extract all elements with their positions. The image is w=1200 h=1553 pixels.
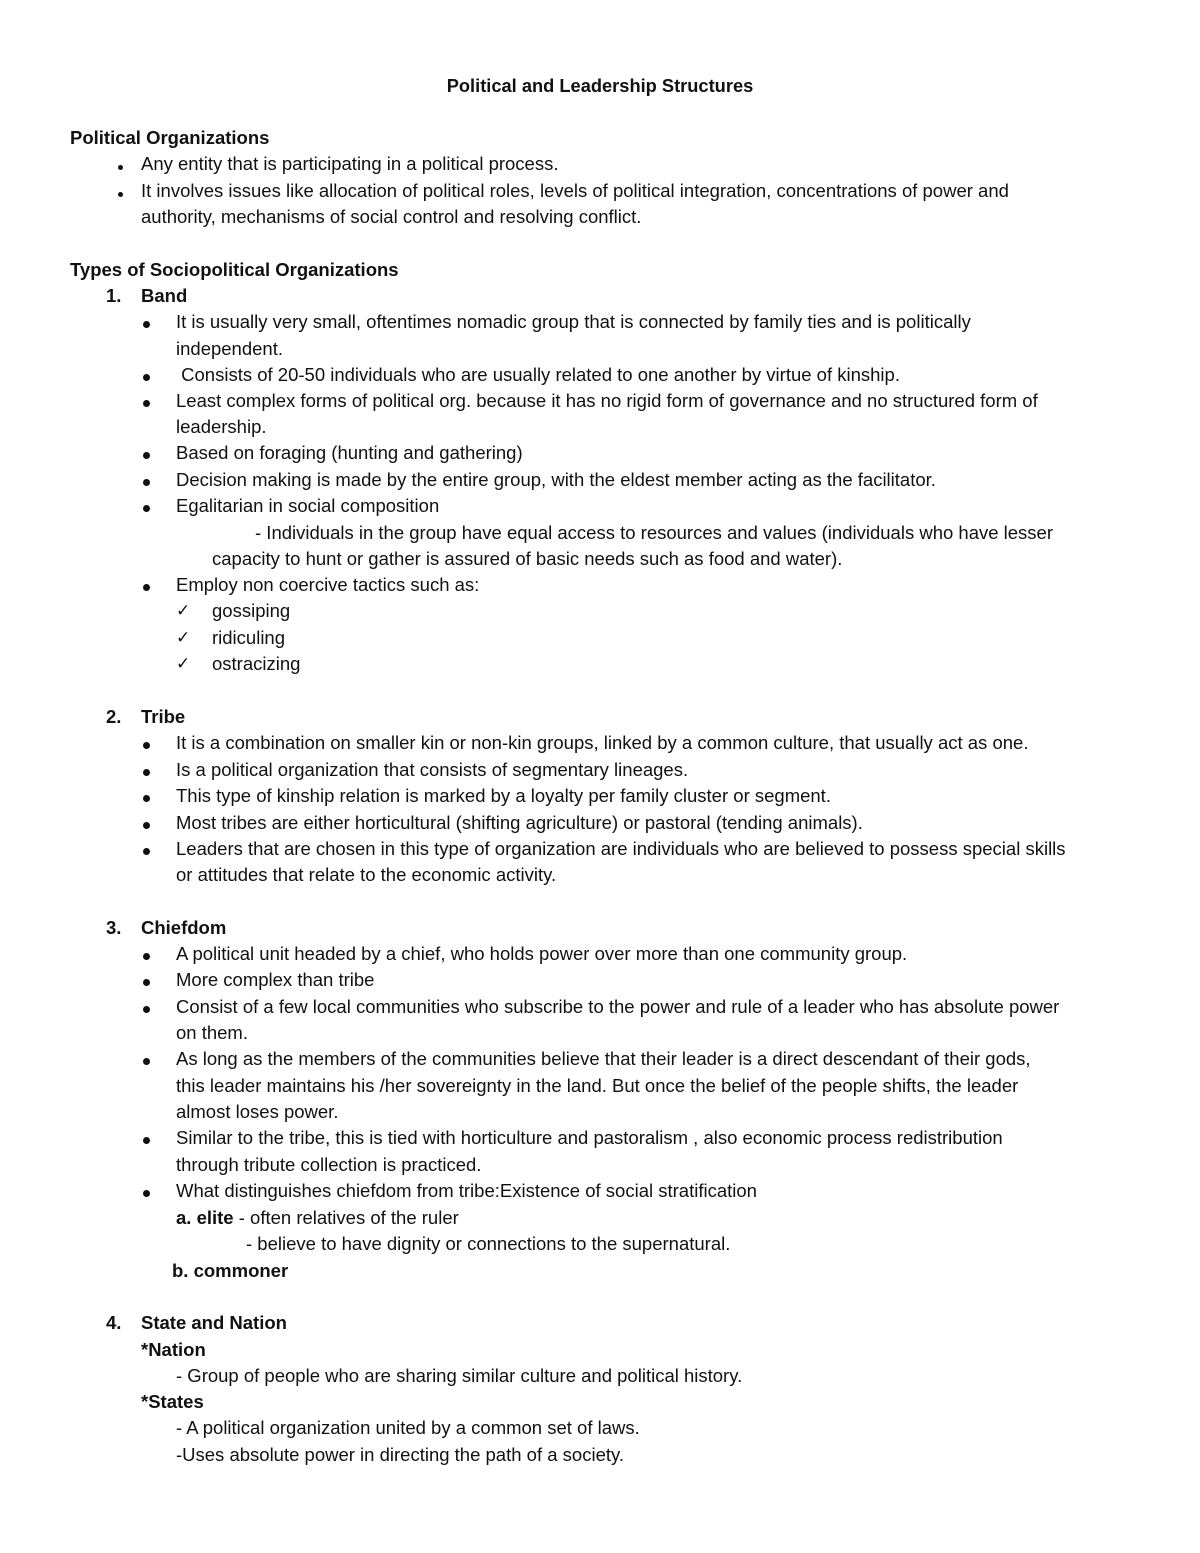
list-item: It involves issues like allocation of political roles, levels of political integration, concentrations of power and: [141, 180, 1009, 201]
subheading-chiefdom: Chiefdom: [141, 917, 227, 938]
bullet-icon: [143, 389, 150, 413]
bullet-icon: [118, 179, 123, 203]
list-item: Egalitarian in social composition: [176, 495, 440, 516]
bullet-icon: [143, 968, 150, 992]
list-number: 2.: [106, 706, 122, 727]
list-item-continuation: this leader maintains his /her sovereignty in the land. But once the belief of the people shifts, the leader: [176, 1075, 1019, 1096]
subheading-state-and-nation: State and Nation: [141, 1312, 287, 1333]
states-label: *States: [141, 1391, 204, 1412]
bullet-icon: [143, 1047, 150, 1071]
list-item-continuation: leadership.: [176, 416, 267, 437]
section-heading-political-organizations: Political Organizations: [70, 127, 270, 148]
list-item-continuation: or attitudes that relate to the economic activity.: [176, 864, 557, 885]
bullet-icon: [143, 811, 150, 835]
sub-item-elite: [176, 1206, 459, 1230]
list-item: It is a combination on smaller kin or non-kin groups, linked by a common culture, that usually act as one.: [176, 732, 1029, 753]
list-item: Consist of a few local communities who subscribe to the power and rule of a leader who has absolute power: [176, 996, 1060, 1017]
list-item: More complex than tribe: [176, 969, 375, 990]
bullet-icon: [143, 837, 150, 861]
bullet-icon: [143, 942, 150, 966]
list-item: Most tribes are either horticultural (shifting agriculture) or pastoral (tending animals).: [176, 812, 863, 833]
check-item: ridiculing: [212, 627, 286, 648]
list-item: It is usually very small, oftentimes nomadic group that is connected by family ties and is politically: [176, 311, 971, 332]
bullet-icon: [143, 1179, 150, 1203]
subheading-band: Band: [141, 285, 188, 306]
bullet-icon: [143, 441, 150, 465]
list-item: Any entity that is participating in a political process.: [141, 153, 559, 174]
list-item: Least complex forms of political org. because it has no rigid form of governance and no structured form of: [176, 390, 1038, 411]
list-item: As long as the members of the communities believe that their leader is a direct descendant of their gods,: [176, 1048, 1031, 1069]
list-item-continuation: almost loses power.: [176, 1101, 339, 1122]
list-item: A political unit headed by a chief, who holds power over more than one community group.: [176, 943, 908, 964]
states-definition: - A political organization united by a common set of laws.: [176, 1417, 640, 1438]
list-item: Employ non coercive tactics such as:: [176, 574, 480, 595]
bullet-icon: [143, 468, 150, 492]
sub-item-continuation: capacity to hunt or gather is assured of basic needs such as food and water).: [212, 548, 843, 569]
list-number: 1.: [106, 285, 122, 306]
list-item: What distinguishes chiefdom from tribe:Existence of social stratification: [176, 1180, 757, 1201]
elite-label: a. elite: [176, 1207, 234, 1228]
subheading-tribe: Tribe: [141, 706, 186, 727]
bullet-icon: [143, 1126, 150, 1150]
list-item-continuation: through tribute collection is practiced.: [176, 1154, 482, 1175]
list-item-continuation: independent.: [176, 338, 283, 359]
states-definition: -Uses absolute power in directing the path of a society.: [176, 1444, 625, 1465]
check-item: ostracizing: [212, 653, 301, 674]
bullet-icon: [143, 310, 150, 334]
elite-text: - often relatives of the ruler: [233, 1207, 459, 1228]
sub-item-elite-detail: - believe to have dignity or connections to the supernatural.: [246, 1233, 731, 1254]
bullet-icon: [118, 152, 123, 176]
bullet-icon: [143, 995, 150, 1019]
checkmark-icon: ✓: [176, 601, 191, 620]
nation-label: *Nation: [141, 1339, 206, 1360]
list-item: Decision making is made by the entire group, with the eldest member acting as the facilitator.: [176, 469, 936, 490]
list-item: Similar to the tribe, this is tied with horticulture and pastoralism , also economic process redistribution: [176, 1127, 1003, 1148]
list-item-continuation: on them.: [176, 1022, 248, 1043]
checkmark-icon: ✓: [176, 654, 191, 673]
list-item: This type of kinship relation is marked by a loyalty per family cluster or segment.: [176, 785, 831, 806]
bullet-icon: [143, 731, 150, 755]
nation-definition: - Group of people who are sharing similar culture and political history.: [176, 1365, 743, 1386]
list-number: 3.: [106, 917, 122, 938]
bullet-icon: [143, 573, 150, 597]
list-item: Is a political organization that consists of segmentary lineages.: [176, 759, 689, 780]
list-item-continuation: authority, mechanisms of social control and resolving conflict.: [141, 206, 642, 227]
sub-item: - Individuals in the group have equal access to resources and values (individuals who have lesser: [255, 522, 1054, 543]
list-item: Consists of 20-50 individuals who are usually related to one another by virtue of kinship.: [176, 364, 900, 385]
list-item: Leaders that are chosen in this type of organization are individuals who are believed to possess special skills: [176, 838, 1066, 859]
bullet-icon: [143, 363, 150, 387]
bullet-icon: [143, 784, 150, 808]
page-title: Political and Leadership Structures: [446, 75, 754, 96]
sub-item-commoner: b. commoner: [172, 1260, 289, 1281]
list-number: 4.: [106, 1312, 122, 1333]
bullet-icon: [143, 494, 150, 518]
checkmark-icon: ✓: [176, 628, 191, 647]
list-item: Based on foraging (hunting and gathering): [176, 442, 523, 463]
check-item: gossiping: [212, 600, 291, 621]
bullet-icon: [143, 758, 150, 782]
section-heading-types: Types of Sociopolitical Organizations: [70, 259, 399, 280]
